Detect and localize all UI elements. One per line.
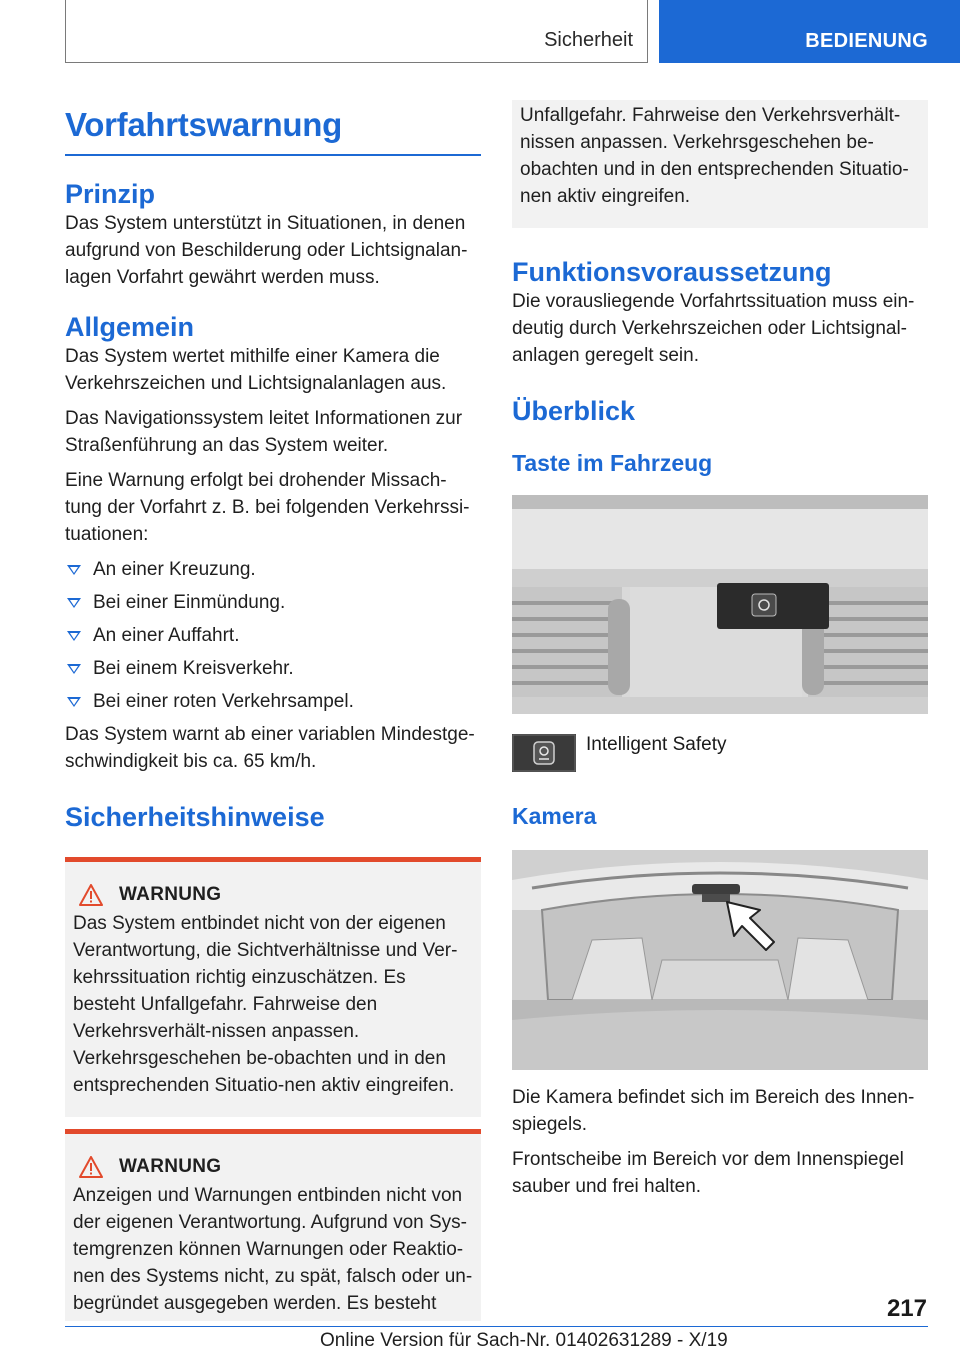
warning-triangle-icon: [79, 1156, 103, 1178]
warning-box-2: [65, 1129, 481, 1321]
list-item: Bei einer Einmündung.: [65, 589, 481, 616]
left-column: [65, 100, 481, 1321]
list-item: Bei einer roten Verkehrsampel.: [65, 688, 481, 715]
bullet-triangle-icon: [67, 598, 81, 608]
header-chapter-tab: [659, 0, 960, 63]
button-label: Intelligent Safety: [586, 734, 727, 755]
warning-label: WARNUNG: [119, 884, 222, 905]
warning-triangle-icon: [79, 884, 103, 906]
allgemein-paragraph-3: Eine Warnung erfolgt bei drohender Missach-tung der Vorfahrt z. B. bei folgenden Verkehrssi-tuationen:: [65, 470, 470, 545]
bullet-triangle-icon: [67, 664, 81, 674]
warning-text-continued: Unfallgefahr. Fahrweise den Verkehrsverhält-nissen anpassen. Verkehrsgeschehen be-obachten und in den entsprechenden Situatio-nen aktiv eingreifen.: [520, 105, 909, 207]
list-item: An einer Auffahrt.: [65, 622, 481, 649]
dashboard-button-image: [512, 495, 928, 714]
warning-box-2-continued: [512, 100, 928, 228]
kamera-heading: Kamera: [512, 803, 597, 829]
funktion-text: Die vorausliegende Vorfahrtssituation muss ein-deutig durch Verkehrszeichen oder Lichtsignal-anlagen geregelt sein.: [512, 291, 915, 366]
header-chapter-label: BEDIENUNG: [805, 30, 928, 52]
allgemein-paragraph-2: Das Navigationssystem leitet Informationen zur Straßenführung an das System weiter.: [65, 408, 463, 456]
footer-online-version: Online Version für Sach-Nr. 01402631289 - X/19: [320, 1330, 728, 1351]
warning-text: Das System entbindet nicht von der eigenen Verantwortung, die Sichtverhältnisse und Ver-kehrssituation richtig einzuschätzen. Es besteht Unfallgefahr. Fahrweise den Verkehrsverhält-nissen anpassen. Verkehrsgeschehen be-obachten und in den entsprechenden Situatio-nen aktiv eingreifen.: [73, 913, 458, 1096]
ueberblick-heading: Überblick: [512, 396, 636, 426]
right-column: [512, 100, 928, 1200]
warning-text: Anzeigen und Warnungen entbinden nicht von der eigenen Verantwortung. Aufgrund von Sys-temgrenzen können Warnungen oder Reaktio-nen des Systems nicht, zu spät, falsch oder un-begründet ausgegeben werden. Es besteht: [73, 1185, 473, 1314]
kamera-paragraph-2: Frontscheibe im Bereich vor dem Innenspiegel sauber und frei halten.: [512, 1149, 904, 1197]
section-ueberblick: [512, 395, 928, 477]
button-legend: [512, 734, 928, 772]
page-number: 217: [886, 1295, 927, 1322]
prinzip-heading: Prinzip: [65, 179, 156, 209]
allgemein-heading: Allgemein: [65, 312, 195, 342]
bullet-triangle-icon: [67, 631, 81, 641]
warning-label: WARNUNG: [119, 1156, 222, 1177]
footer-divider: [65, 1326, 928, 1327]
warning-box-1: [65, 857, 481, 1117]
page-title: Vorfahrtswarnung: [65, 106, 481, 156]
camera-location-image: [512, 850, 928, 1070]
situation-list: [65, 556, 481, 715]
bullet-triangle-icon: [67, 565, 81, 575]
section-allgemein: [65, 311, 481, 775]
prinzip-text: Das System unterstützt in Situationen, in denen aufgrund von Beschilderung oder Lichtsignalan-lagen Vorfahrt gewährt werden muss.: [65, 213, 468, 288]
bullet-triangle-icon: [67, 697, 81, 707]
list-item: Bei einem Kreisverkehr.: [65, 655, 481, 682]
section-sicherheitshinweise: [65, 801, 481, 833]
section-prinzip: [65, 178, 481, 291]
funktion-heading: Funktionsvoraussetzung: [512, 257, 832, 287]
list-item: An einer Kreuzung.: [65, 556, 481, 583]
header-section-tab: [65, 0, 648, 63]
intelligent-safety-icon: [512, 734, 576, 772]
allgemein-paragraph-1: Das System wertet mithilfe einer Kamera die Verkehrszeichen und Lichtsignalanlagen aus.: [65, 346, 447, 394]
kamera-paragraph-1: Die Kamera befindet sich im Bereich des Innen-spiegels.: [512, 1087, 915, 1135]
taste-heading: Taste im Fahrzeug: [512, 450, 713, 476]
warning-header: [73, 884, 473, 906]
header-section-label: Sicherheit: [544, 29, 633, 51]
warning-header: [73, 1156, 473, 1178]
section-funktionsvoraussetzung: [512, 256, 928, 369]
allgemein-paragraph-4: Das System warnt ab einer variablen Mindestge-schwindigkeit bis ca. 65 km/h.: [65, 724, 475, 772]
hinweise-heading: Sicherheitshinweise: [65, 802, 325, 832]
